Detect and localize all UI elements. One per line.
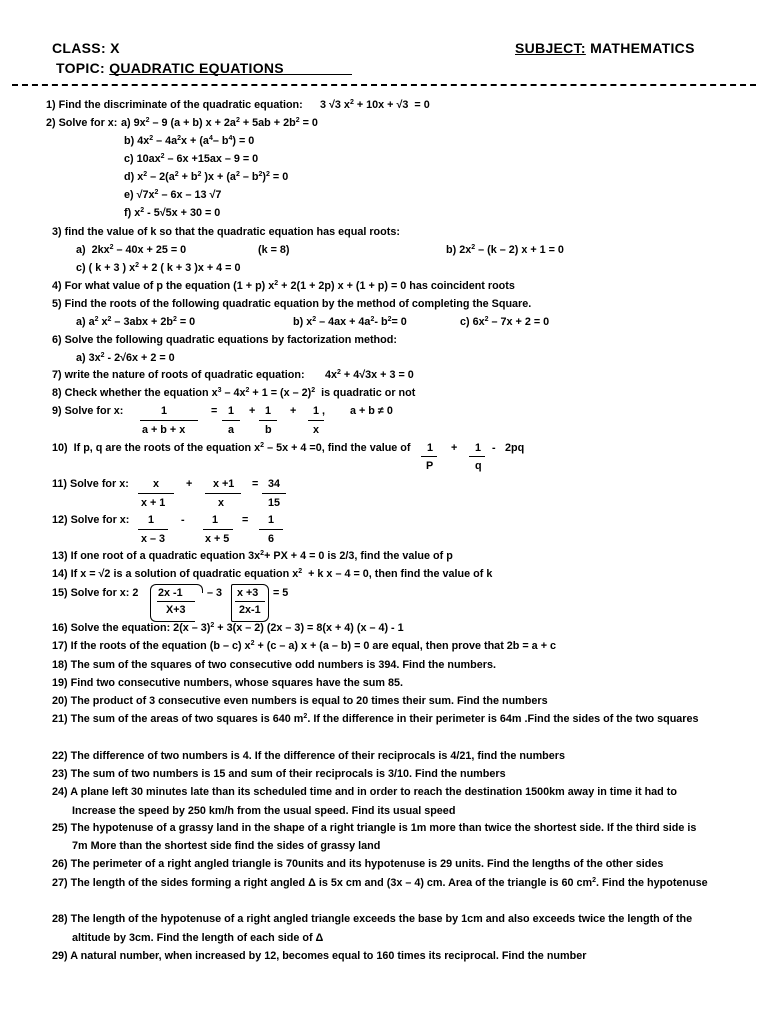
q12-fraction-bar-2 bbox=[203, 529, 233, 530]
question-15: 15) Solve for x: 2 bbox=[52, 587, 139, 599]
q15-fraction-bar-2 bbox=[235, 601, 265, 602]
q12-minus: - bbox=[181, 514, 185, 526]
question-2a: a) $9x^2 - 9$ (a + b) $x + 2a^2 + 5ab + 2b^2 = 0$ bbox=[121, 117, 318, 129]
question-25-line-1: 25) The hypotenuse of a grassy land in the shape of a right triangle is 1m more than twice the shortest side. If the third side is bbox=[52, 822, 697, 834]
q10-fraction-bar-2 bbox=[469, 456, 485, 457]
q15-equals-5: = 5 bbox=[273, 587, 289, 599]
q9-fraction-bar-3 bbox=[259, 420, 277, 421]
q11-plus: + bbox=[186, 478, 193, 490]
question-28-line-2: altitude by 3cm. Find the length of each side of Δ bbox=[72, 932, 324, 944]
q10-numerator-1: 1 bbox=[427, 442, 434, 454]
q11-fraction-bar-1 bbox=[138, 493, 174, 494]
question-5b: b) $x^2 - 4ax + 4a^2-$ $b^2= 0$ bbox=[293, 316, 407, 328]
class-value: X bbox=[110, 40, 120, 56]
q15-denominator-2: 2x-1 bbox=[239, 604, 261, 616]
q12-numerator-1: 1 bbox=[148, 514, 155, 526]
topic-label: TOPIC: bbox=[56, 60, 105, 76]
question-21: 21) The sum of the areas of two squares is 640 $m^2$. If the difference in their perimeter is 64m .Find the sides of the two squares bbox=[52, 713, 699, 725]
q11-numerator-3: 34 bbox=[268, 478, 281, 490]
q10-denominator-1: P bbox=[426, 460, 434, 472]
question-2b: b) $4x^2 - 4a^2x + (a^4-$ $b^4) = 0$ bbox=[124, 135, 255, 147]
question-17: 17) If the roots of the equation (b – c) $x^2 + (c - a) x + (a - b) = 0$ are equal, then prove that 2b = a + c bbox=[52, 640, 557, 652]
question-6a: a) $3x^2 - 2√6x + 2 = 0$ bbox=[76, 352, 175, 364]
question-10: 10) If p, q are the roots of the equation $x^2 - 5x + 4 =0$, find the value of bbox=[52, 442, 411, 454]
q11-denominator-2: x bbox=[218, 497, 225, 509]
question-12: 12) Solve for x: bbox=[52, 514, 130, 526]
q15-denominator-1: X+3 bbox=[166, 604, 186, 616]
q10-plus: + bbox=[451, 442, 458, 454]
q11-fraction-bar-2 bbox=[205, 493, 241, 494]
q11-numerator-1: x bbox=[153, 478, 160, 490]
q15-bracket-right-1 bbox=[194, 584, 203, 593]
q9-numerator-4: 1 , bbox=[313, 405, 326, 417]
q9-equals: = bbox=[211, 405, 218, 417]
question-9: 9) Solve for x: bbox=[52, 405, 124, 417]
question-5c: c) $6x^2 - 7x + 2 = 0$ bbox=[460, 316, 550, 328]
q15-numerator-1: 2x -1 bbox=[158, 587, 183, 599]
question-18: 18) The sum of the squares of two consecutive odd numbers is 394. Find the numbers. bbox=[52, 659, 496, 671]
topic-value: QUADRATIC EQUATIONS bbox=[109, 60, 284, 76]
q12-numerator-3: 1 bbox=[268, 514, 275, 526]
class-heading bbox=[52, 40, 120, 56]
question-2d: d) $x^2 - 2(a^2 + b^2$ )$x + (a^2 - b^2)^2 = 0$ bbox=[124, 171, 289, 183]
question-3a: a) $2kx^2 - 40x + 25 = 0$ bbox=[76, 244, 187, 256]
question-20: 20) The product of 3 consecutive even numbers is equal to 20 times their sum. Find the numbers bbox=[52, 695, 548, 707]
q11-fraction-bar-3 bbox=[262, 493, 286, 494]
question-4: 4) For what value of p the equation (1 + p) $x^2 + 2(1 + 2p) x + (1 + p) = 0$ has coincident roots bbox=[52, 280, 515, 292]
q9-fraction-bar-1 bbox=[140, 420, 198, 421]
q9-denominator-1: a + b + x bbox=[142, 424, 186, 436]
q12-numerator-2: 1 bbox=[212, 514, 219, 526]
question-14: 14) If x = √2 is a solution of quadratic equation $x^2 + k$ x – 4 = 0, then find the value of k bbox=[52, 568, 493, 580]
question-16: 16) Solve the equation: 2(x – 3)$^2$ + 3(x – 2) (2x – 3) = 8(x + 4) (x – 4) - 1 bbox=[52, 622, 404, 634]
q10-fraction-bar-1 bbox=[421, 456, 437, 457]
q15-fraction-bar-1 bbox=[157, 601, 195, 602]
q9-fraction-bar-4 bbox=[308, 420, 324, 421]
q10-denominator-2: q bbox=[475, 460, 482, 472]
question-19: 19) Find two consecutive numbers, whose squares have the sum 85. bbox=[52, 677, 404, 689]
q9-denominator-3: b bbox=[265, 424, 272, 436]
q9-denominator-4: x bbox=[313, 424, 320, 436]
question-1: 1) Find the discriminate of the quadratic equation: bbox=[46, 99, 303, 111]
question-29: 29) A natural number, when increased by 12, becomes equal to 160 times its reciprocal. Find the number bbox=[52, 950, 587, 962]
q12-denominator-3: 6 bbox=[268, 533, 275, 545]
q9-numerator-3: 1 bbox=[265, 405, 272, 417]
q12-denominator-2: x + 5 bbox=[205, 533, 230, 545]
q9-numerator-2: 1 bbox=[228, 405, 235, 417]
question-13: 13) If one root of a quadratic equation $3x^2+$ PX + 4 = 0 is 2/3, find the value of p bbox=[52, 550, 453, 562]
subject-value: MATHEMATICS bbox=[590, 40, 695, 56]
topic-underline bbox=[112, 74, 352, 75]
question-7-equation: $4x^2 + 4√3x + 3 = 0$ bbox=[325, 369, 414, 381]
question-7: 7) write the nature of roots of quadratic equation: bbox=[52, 369, 305, 381]
question-5a: a) $a^2$ $x^2 - 3abx + 2b^2 = 0$ bbox=[76, 316, 196, 328]
q11-denominator-1: x + 1 bbox=[141, 497, 166, 509]
q9-condition: a + b ≠ 0 bbox=[350, 405, 393, 417]
q12-fraction-bar-1 bbox=[138, 529, 168, 530]
question-22: 22) The difference of two numbers is 4. If the difference of their reciprocals is 4/21, find the numbers bbox=[52, 750, 565, 762]
subject-heading bbox=[515, 40, 695, 56]
q15-numerator-2: x +3 bbox=[237, 587, 259, 599]
q11-equals: = bbox=[252, 478, 259, 490]
q10-minus: - bbox=[492, 442, 496, 454]
q9-denominator-2: a bbox=[228, 424, 235, 436]
question-25-line-2: 7m More than the shortest side find the sides of grassy land bbox=[72, 840, 381, 852]
question-23: 23) The sum of two numbers is 15 and sum of their reciprocals is 3/10. Find the numbers bbox=[52, 768, 506, 780]
q9-plus-2: + bbox=[290, 405, 297, 417]
class-label: CLASS: bbox=[52, 40, 106, 56]
q12-denominator-1: x – 3 bbox=[141, 533, 166, 545]
question-6: 6) Solve the following quadratic equations by factorization method: bbox=[52, 334, 397, 346]
question-11: 11) Solve for x: bbox=[52, 478, 129, 490]
q9-plus-1: + bbox=[249, 405, 256, 417]
dashed-divider bbox=[12, 84, 756, 86]
q10-numerator-2: 1 bbox=[475, 442, 482, 454]
question-2c: c) $10ax^2 - 6x +15ax - 9 = 0$ bbox=[124, 153, 259, 165]
q9-numerator-1: 1 bbox=[161, 405, 168, 417]
q11-numerator-2: x +1 bbox=[213, 478, 235, 490]
question-2e: e) $√7x^2 - 6x - 13$ √7 bbox=[124, 189, 222, 201]
q15-minus-3: – 3 bbox=[207, 587, 223, 599]
q10-term: 2pq bbox=[505, 442, 525, 454]
question-24-line-1: 24) A plane left 30 minutes late than its scheduled time and in order to reach the destination 1500km away in time it had to bbox=[52, 786, 677, 798]
question-3b: b) $2x^2 - (k - 2) x + 1 = 0$ bbox=[446, 244, 564, 256]
q11-denominator-3: 15 bbox=[268, 497, 281, 509]
q12-fraction-bar-3 bbox=[259, 529, 283, 530]
question-2: 2) Solve for x: bbox=[46, 117, 118, 129]
question-28-line-1: 28) The length of the hypotenuse of a right angled triangle exceeds the base by 1cm and also exceeds twice the length of the bbox=[52, 913, 693, 925]
question-2f: f) $x^2 - 5√5x + 30 = 0$ bbox=[124, 207, 221, 219]
question-24-line-2: Increase the speed by 250 km/h from the usual speed. Find its usual speed bbox=[72, 805, 456, 817]
question-26: 26) The perimeter of a right angled triangle is 70units and its hypotenuse is 29 units. Find the lengths of the other sides bbox=[52, 858, 664, 870]
question-3c: c) ( k + 3 ) $x^2 + 2$ ( k + 3 )x + 4 = 0 bbox=[76, 262, 241, 274]
question-3: 3) find the value of k so that the quadratic equation has equal roots: bbox=[52, 226, 400, 238]
q9-fraction-bar-2 bbox=[222, 420, 240, 421]
question-1-equation: 3 √3 $x^2 + 10x + √3 = 0$ bbox=[320, 99, 430, 111]
question-3a-k: (k = 8) bbox=[258, 244, 290, 256]
subject-label: SUBJECT: bbox=[515, 40, 586, 56]
q12-equals: = bbox=[242, 514, 249, 526]
question-5: 5) Find the roots of the following quadratic equation by the method of completing the Square. bbox=[52, 298, 532, 310]
question-27: 27) The length of the sides forming a right angled Δ is 5x cm and (3x – 4) cm. Area of the triangle is 60 $cm^2$. Find the hypotenuse bbox=[52, 877, 708, 889]
question-8: 8) Check whether the equation $x^3 - 4x^2 + 1 = (x - 2)^2$ is quadratic or not bbox=[52, 387, 416, 399]
